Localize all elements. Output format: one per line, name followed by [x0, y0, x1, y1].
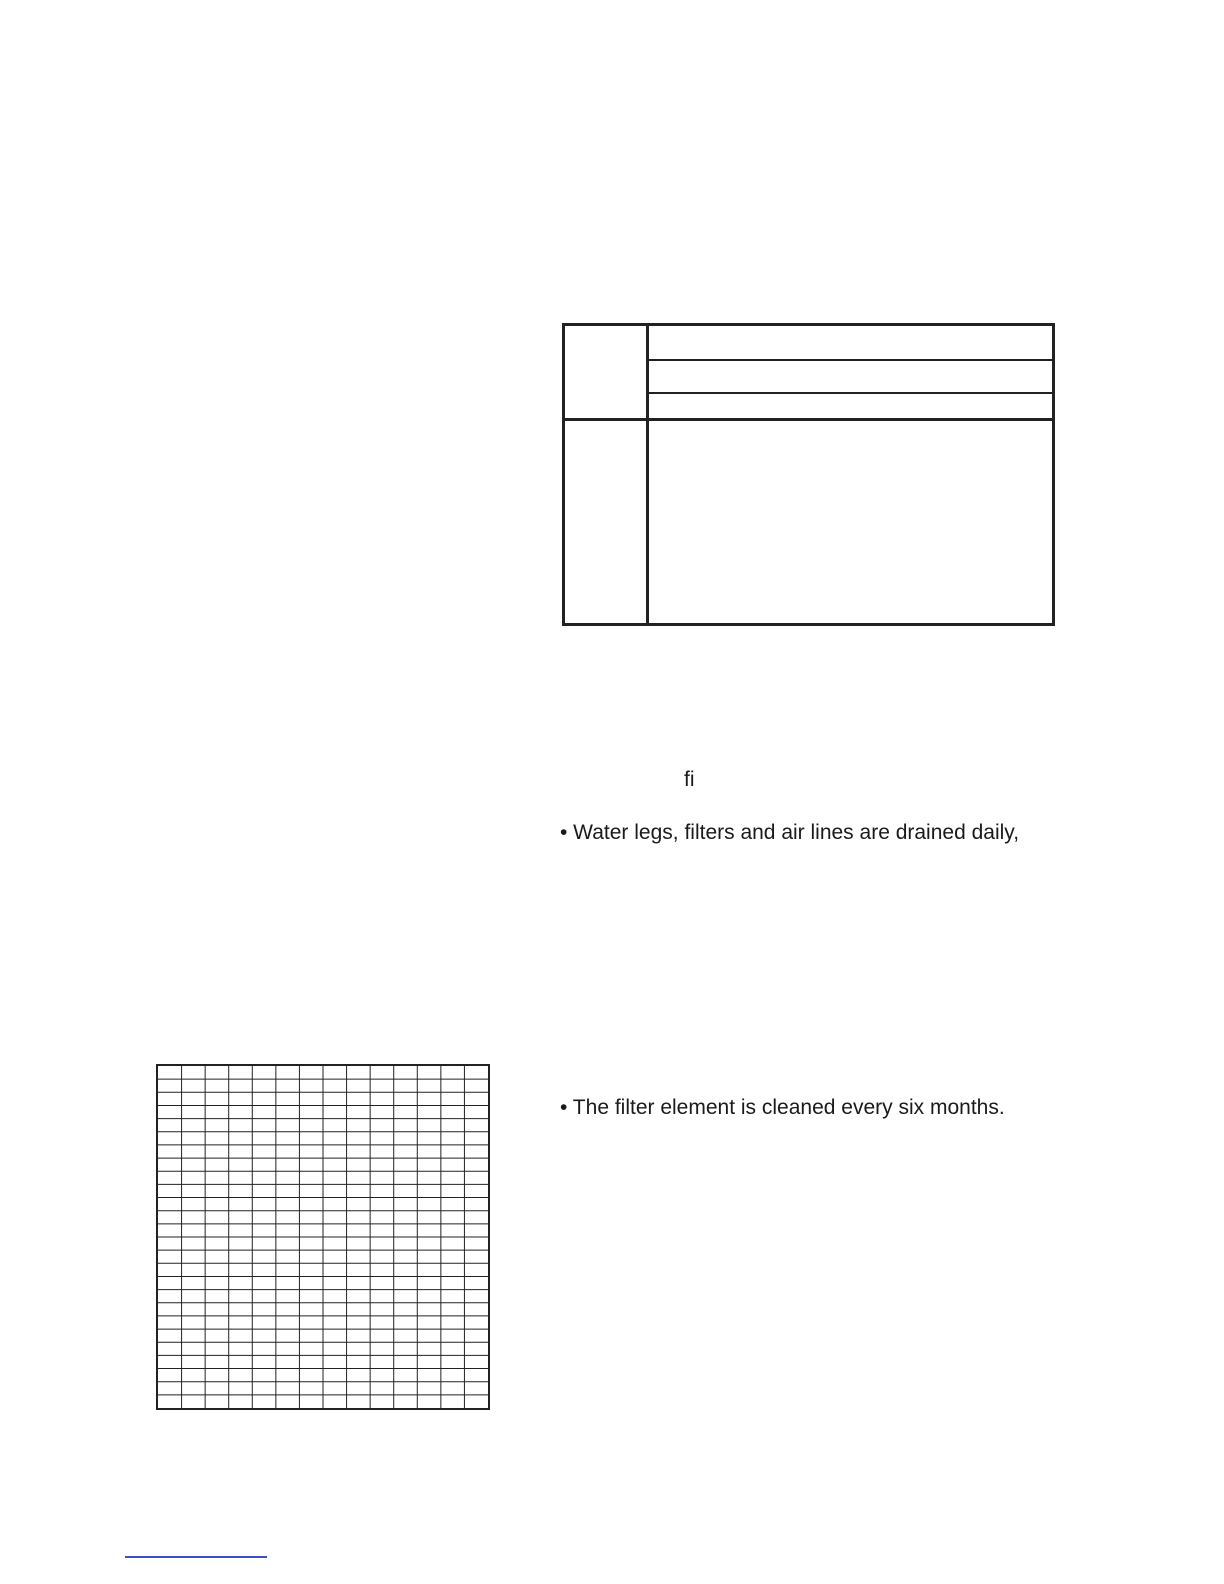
ligature-glyph: fi [684, 768, 695, 791]
table-row-line [649, 359, 1052, 361]
bullet-filter-cleaning: • The filter element is cleaned every six months. [560, 1096, 1005, 1119]
log-grid [156, 1064, 490, 1410]
table-header-divider [565, 418, 1052, 421]
bullet-drain-daily: • Water legs, filters and air lines are drained daily, [560, 821, 1020, 844]
spec-table [562, 323, 1055, 626]
table-column-divider [646, 326, 649, 623]
table-row-line [649, 392, 1052, 394]
footer-link-underline[interactable] [125, 1556, 267, 1558]
log-grid-lines [158, 1066, 488, 1408]
